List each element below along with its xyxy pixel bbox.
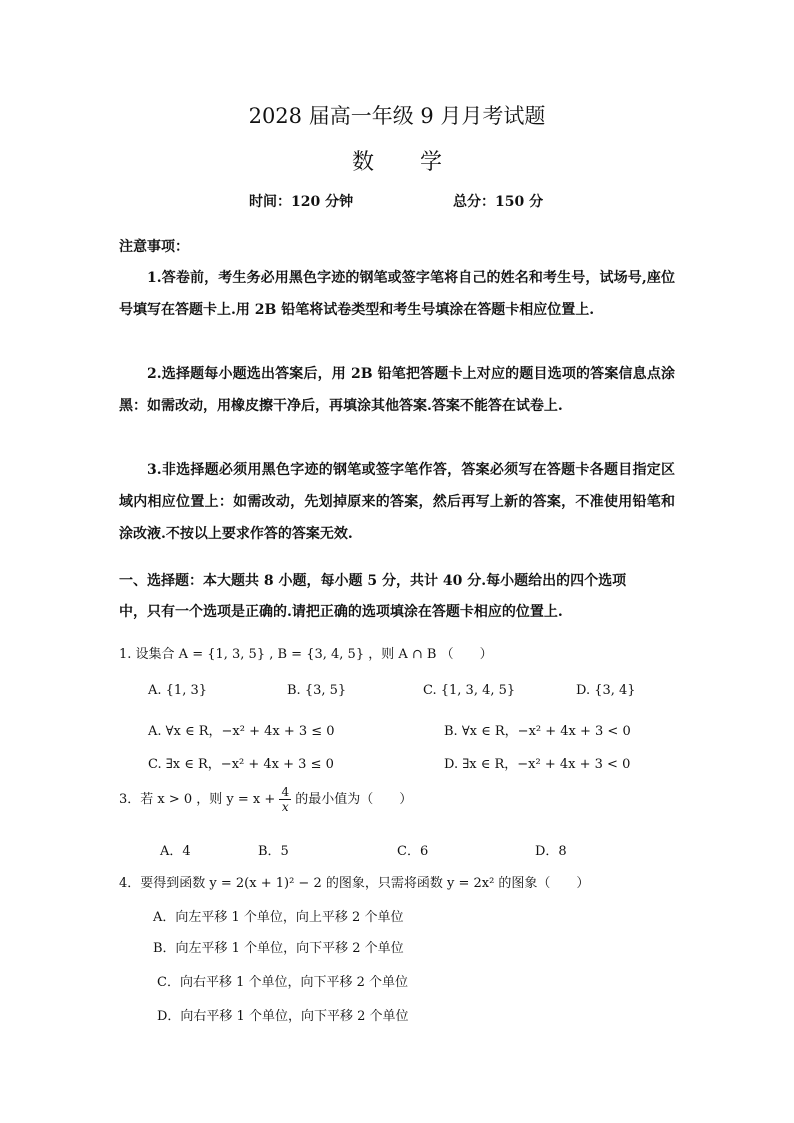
- q1-option-c: C. {1, 3, 4, 5}: [423, 683, 516, 698]
- section1-instruction-line1: 一、选择题：本大题共 8 小题，每小题 5 分，共计 40 分.每小题给出的四个选项: [119, 573, 627, 589]
- notice-item-2: 2.选择题每小题选出答案后，用 2B 铅笔把答题卡上对应的题目选项的答案信息点涂黑：如需改动，用橡皮擦干净后，再填涂其他答案.答案不能答在试卷上.: [119, 366, 675, 414]
- q3-stem-pre: 3．若 x > 0 ，则 y = x +: [119, 792, 276, 807]
- exam-total-score: 总分：150 分: [453, 194, 544, 210]
- q2-option-b: B. ∀x ∈ R，−x² + 4x + 3 < 0: [444, 724, 631, 739]
- q3-stem: [119, 785, 412, 814]
- notice-item-1: 1.答卷前，考生务必用黑色字迹的钢笔或签字笔将自己的姓名和考生号，试场号,座位号填写在答题卡上.用 2B 铅笔将试卷类型和考生号填涂在答题卡相应位置上.: [119, 270, 675, 318]
- q1-option-b: B. {3, 5}: [287, 683, 347, 698]
- q4-option-a: A．向左平移 1 个单位，向上平移 2 个单位: [153, 910, 404, 925]
- q2-option-a: A. ∀x ∈ R，−x² + 4x + 3 ≤ 0: [148, 724, 335, 739]
- q4-stem: 4．要得到函数 y = 2(x + 1)² − 2 的图象，只需将函数 y = 2x² 的图象（ ）: [119, 876, 590, 891]
- notice-item-3: 3.非选择题必须用黑色字迹的钢笔或签字笔作答，答案必须写在答题卡各题目指定区域内相应位置上：如需改动，先划掉原来的答案，然后再写上新的答案，不准使用铅笔和涂改液.不按以上要求作答的答案无效.: [119, 462, 675, 542]
- subject-char-2: 学: [420, 150, 443, 175]
- q4-option-c: C．向右平移 1 个单位，向下平移 2 个单位: [157, 975, 409, 990]
- q3-stem-post: 的最小值为（ ）: [295, 792, 413, 807]
- q4-option-d: D．向右平移 1 个单位，向下平移 2 个单位: [157, 1009, 409, 1024]
- exam-time: 时间：120 分钟: [249, 194, 354, 210]
- q1-option-a: A. {1, 3}: [148, 683, 208, 698]
- q3-option-a: A．4: [160, 844, 191, 859]
- notice-heading: 注意事项：: [119, 239, 189, 255]
- q3-option-b: B．5: [258, 844, 289, 859]
- subject-char-1: 数: [352, 150, 375, 175]
- q3-option-c: C．6: [397, 844, 429, 859]
- q3-fraction-numerator: 4: [281, 785, 290, 799]
- q3-fraction: [279, 785, 291, 814]
- q3-option-d: D．8: [535, 844, 567, 859]
- q2-option-c: C. ∃x ∈ R，−x² + 4x + 3 ≤ 0: [148, 757, 334, 772]
- exam-title: 2028 届高一年级 9 月月考试题: [248, 104, 546, 128]
- q3-fraction-denominator: x: [281, 800, 289, 814]
- q4-option-b: B．向左平移 1 个单位，向下平移 2 个单位: [153, 941, 404, 956]
- q2-option-d: D. ∃x ∈ R，−x² + 4x + 3 < 0: [444, 757, 631, 772]
- q1-option-d: D. {3, 4}: [576, 683, 636, 698]
- q1-stem: 1. 设集合 A = {1, 3, 5} , B = {3, 4, 5} ，则 A ∩ B （ ）: [119, 647, 493, 662]
- section1-instruction-line2: 中，只有一个选项是正确的.请把正确的选项填涂在答题卡相应的位置上.: [119, 604, 563, 620]
